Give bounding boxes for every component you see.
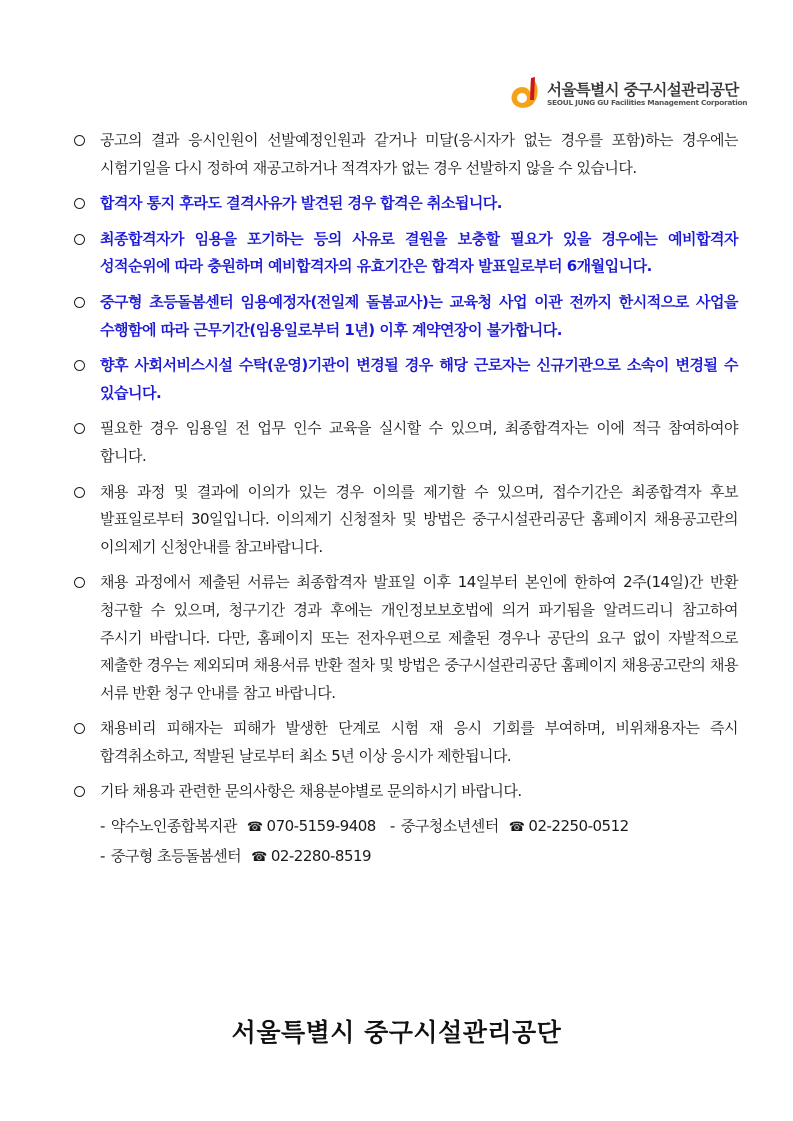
circle-bullet-icon bbox=[74, 487, 85, 498]
logo-english-name: SEOUL JUNG GU Facilities Management Corporation bbox=[547, 98, 748, 107]
notice-text: 채용비리 피해자는 피해가 발생한 단계로 시험 재 응시 기회를 부여하며, 비위채용자는 즉시 합격취소하고, 적발된 날로부터 최소 5년 이상 응시가 제한됩니다. bbox=[100, 719, 738, 765]
circle-bullet-icon bbox=[74, 786, 85, 797]
notice-item-recruitment-shortfall bbox=[70, 127, 738, 182]
contact-name: 중구청소년센터 bbox=[400, 817, 499, 836]
circle-bullet-icon bbox=[74, 577, 85, 588]
notice-list bbox=[70, 127, 738, 872]
circle-bullet-icon bbox=[74, 423, 85, 434]
notice-item-inquiries bbox=[70, 778, 738, 806]
notice-item-care-center-term bbox=[70, 289, 738, 344]
contact-line-1 bbox=[70, 812, 738, 842]
phone-icon: ☎ bbox=[251, 850, 267, 866]
notice-text: 기타 채용과 관련한 문의사항은 채용분야별로 문의하시기 바랍니다. bbox=[100, 782, 522, 801]
notice-item-document-return bbox=[70, 569, 738, 707]
contact-name: 약수노인종합복지관 bbox=[110, 817, 237, 836]
contact-phone: 070-5159-9408 bbox=[266, 817, 376, 836]
notice-item-operator-change bbox=[70, 352, 738, 407]
circle-bullet-icon bbox=[74, 198, 85, 209]
circle-bullet-icon bbox=[74, 723, 85, 734]
contact-list bbox=[70, 812, 738, 872]
contact-phone: 02-2250-0512 bbox=[528, 817, 629, 836]
notice-text: 합격자 통지 후라도 결격사유가 발견된 경우 합격은 취소됩니다. bbox=[100, 194, 502, 213]
notice-text: 최종합격자가 임용을 포기하는 등의 사유로 결원을 보충할 필요가 있을 경우에는 예비합격자 성적순위에 따라 충원하며 예비합격자의 유효기간은 합격자 발표일로부터 6개월입니다. bbox=[100, 229, 738, 276]
circle-bullet-icon bbox=[74, 297, 85, 308]
notice-text: 공고의 결과 응시인원이 선발예정인원과 같거나 미달(응시자가 없는 경우를 포함)하는 경우에는 시험기일을 다시 정하여 재공고하거나 적격자가 없는 경우 선발하지 않을 수 있습니다. bbox=[100, 131, 738, 177]
notice-text: 향후 사회서비스시설 수탁(운영)기관이 변경될 경우 해당 근로자는 신규기관으로 소속이 변경될 수 있습니다. bbox=[100, 356, 738, 402]
list-dash: - bbox=[100, 817, 105, 836]
contact-name: 중구형 초등돌봄센터 bbox=[110, 847, 242, 866]
notice-item-reserve-candidates bbox=[70, 226, 738, 281]
notice-item-handover-training bbox=[70, 415, 738, 470]
circle-bullet-icon bbox=[74, 234, 85, 245]
circle-bullet-icon bbox=[74, 360, 85, 371]
contact-phone: 02-2280-8519 bbox=[270, 847, 372, 866]
notice-item-hiring-fraud bbox=[70, 715, 738, 770]
logo-mark-icon bbox=[509, 76, 541, 110]
contact-line-2 bbox=[70, 842, 738, 872]
phone-icon: ☎ bbox=[508, 820, 525, 836]
corporation-logo bbox=[509, 76, 749, 112]
notice-text: 필요한 경우 임용일 전 업무 인수 교육을 실시할 수 있으며, 최종합격자는 이에 적극 참여하여야 합니다. bbox=[100, 419, 738, 465]
notice-text: 중구형 초등돌봄센터 임용예정자(전일제 돌봄교사)는 교육청 사업 이관 전까지 한시적으로 사업을 수행함에 따라 근무기간(임용일로부터 1년) 이후 계약연장이 불가합니다. bbox=[100, 292, 738, 339]
notice-text: 채용 과정에서 제출된 서류는 최종합격자 발표일 이후 14일부터 본인에 한하여 2주(14일)간 반환 청구할 수 있으며, 청구기간 경과 후에는 개인정보보호법에 의거 파기됨을 알려드리니 참고하여 주시기 바랍니다. 다만, 홈페이지 또는 전자우편으로 제출된 경우나 공단의 요구 없이 자발적으로 제출한 경우는 제외되며 채용서류 반환 절차 및 방법은 중구시설관리공단 홈페이지 채용공고란의 채용 서류 반환 청구 안내를 참고 바랍니다. bbox=[100, 573, 739, 702]
list-dash: - bbox=[100, 847, 105, 866]
notice-item-objection bbox=[70, 479, 738, 562]
logo-korean-name: 서울특별시 중구시설관리공단 bbox=[547, 81, 739, 99]
notice-item-disqualification bbox=[70, 190, 738, 218]
list-dash: - bbox=[389, 817, 395, 836]
circle-bullet-icon bbox=[74, 135, 85, 146]
phone-icon: ☎ bbox=[246, 820, 263, 836]
issuer-title: 서울특별시 중구시설관리공단 bbox=[231, 1018, 562, 1047]
notice-text: 채용 과정 및 결과에 이의가 있는 경우 이의를 제기할 수 있으며, 접수기간은 최종합격자 후보 발표일로부터 30일입니다. 이의제기 신청절차 및 방법은 중구시설관리공단 홈페이지 채용공고란의 이의제기 신청안내를 참고바랍니다. bbox=[100, 482, 738, 556]
